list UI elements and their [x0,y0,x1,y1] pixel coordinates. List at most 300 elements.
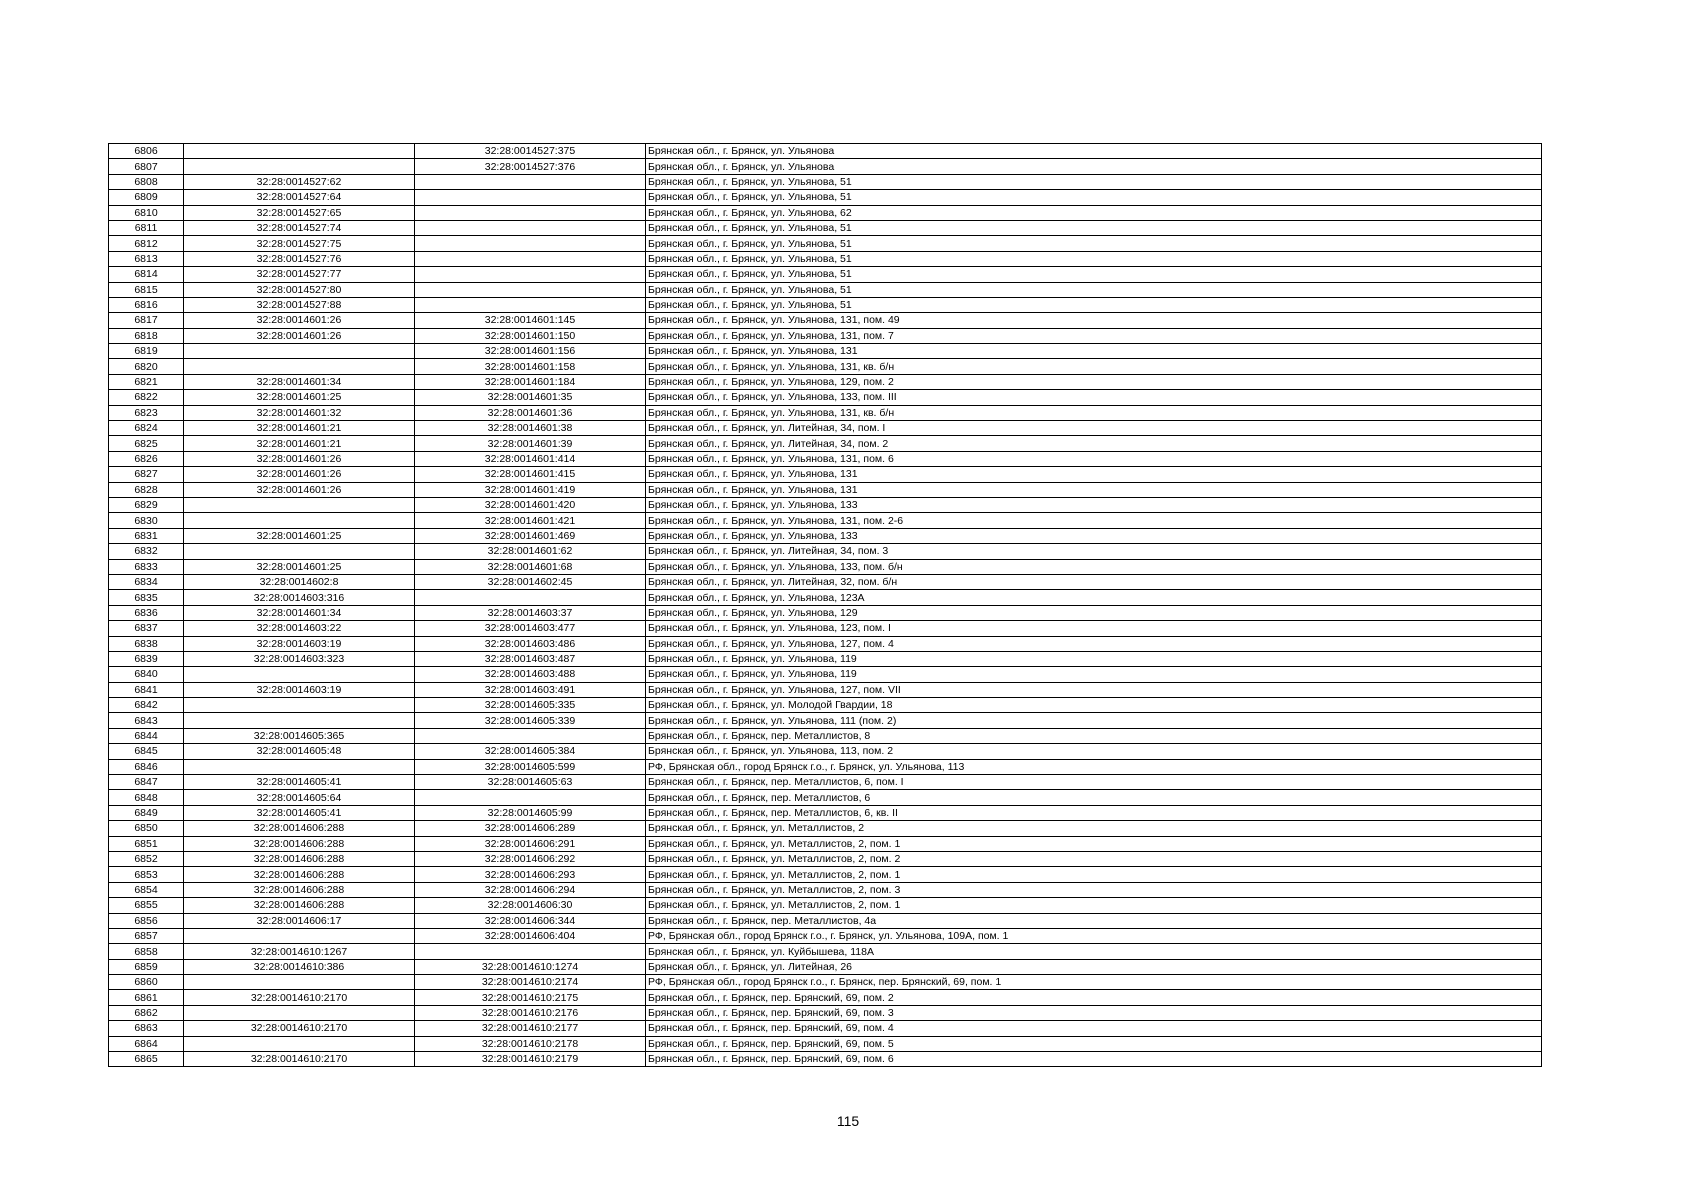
object-cadastral-cell [415,590,646,605]
address-cell: Брянская обл., г. Брянск, ул. Молодой Гвардии, 18 [646,698,1542,713]
land-plot-cadastral-cell: 32:28:0014606:288 [184,851,415,866]
land-plot-cadastral-cell: 32:28:0014605:365 [184,728,415,743]
land-plot-cadastral-cell [184,497,415,512]
address-cell: Брянская обл., г. Брянск, пер. Брянский, 69, пом. 4 [646,1021,1542,1036]
object-cadastral-cell: 32:28:0014601:420 [415,497,646,512]
land-plot-cadastral-cell: 32:28:0014605:48 [184,744,415,759]
land-plot-cadastral-cell [184,1036,415,1051]
address-cell: Брянская обл., г. Брянск, ул. Литейная, 34, пом. 2 [646,436,1542,451]
address-cell: Брянская обл., г. Брянск, ул. Ульянова [646,144,1542,159]
object-cadastral-cell: 32:28:0014601:415 [415,467,646,482]
object-cadastral-cell: 32:28:0014601:156 [415,344,646,359]
address-cell: Брянская обл., г. Брянск, ул. Ульянова, 131, кв. б/н [646,405,1542,420]
object-cadastral-cell: 32:28:0014603:37 [415,605,646,620]
table-row [109,436,1542,451]
address-cell: Брянская обл., г. Брянск, ул. Ульянова, 127, пом. VII [646,682,1542,697]
object-cadastral-cell: 32:28:0014606:294 [415,882,646,897]
row-number-cell: 6826 [109,451,184,466]
land-plot-cadastral-cell: 32:28:0014603:316 [184,590,415,605]
table-row [109,698,1542,713]
object-cadastral-cell [415,297,646,312]
land-plot-cadastral-cell: 32:28:0014606:17 [184,913,415,928]
object-cadastral-cell: 32:28:0014602:45 [415,574,646,589]
address-cell: РФ, Брянская обл., город Брянск г.о., г. Брянск, пер. Брянский, 69, пом. 1 [646,975,1542,990]
table-row [109,144,1542,159]
address-cell: Брянская обл., г. Брянск, пер. Металлистов, 4а [646,913,1542,928]
object-cadastral-cell [415,220,646,235]
land-plot-cadastral-cell: 32:28:0014610:386 [184,959,415,974]
land-plot-cadastral-cell: 32:28:0014527:77 [184,267,415,282]
object-cadastral-cell: 32:28:0014606:30 [415,898,646,913]
object-cadastral-cell: 32:28:0014603:477 [415,621,646,636]
object-cadastral-cell: 32:28:0014601:36 [415,405,646,420]
address-cell: Брянская обл., г. Брянск, ул. Ульянова, 129, пом. 2 [646,374,1542,389]
row-number-cell: 6861 [109,990,184,1005]
table-row [109,421,1542,436]
table-row [109,959,1542,974]
object-cadastral-cell: 32:28:0014610:2175 [415,990,646,1005]
table-row [109,682,1542,697]
row-number-cell: 6865 [109,1052,184,1067]
table-row [109,867,1542,882]
land-plot-cadastral-cell: 32:28:0014601:26 [184,482,415,497]
table-row [109,220,1542,235]
address-cell: Брянская обл., г. Брянск, ул. Литейная, 32, пом. б/н [646,574,1542,589]
table-row [109,805,1542,820]
table-row [109,898,1542,913]
table-row [109,282,1542,297]
row-number-cell: 6828 [109,482,184,497]
land-plot-cadastral-cell [184,928,415,943]
object-cadastral-cell: 32:28:0014601:39 [415,436,646,451]
row-number-cell: 6810 [109,205,184,220]
row-number-cell: 6842 [109,698,184,713]
land-plot-cadastral-cell: 32:28:0014601:26 [184,467,415,482]
object-cadastral-cell: 32:28:0014610:2179 [415,1052,646,1067]
land-plot-cadastral-cell: 32:28:0014603:323 [184,651,415,666]
land-plot-cadastral-cell: 32:28:0014601:34 [184,374,415,389]
row-number-cell: 6817 [109,313,184,328]
object-cadastral-cell [415,790,646,805]
address-cell: Брянская обл., г. Брянск, ул. Ульянова, 51 [646,282,1542,297]
row-number-cell: 6809 [109,190,184,205]
land-plot-cadastral-cell: 32:28:0014601:26 [184,451,415,466]
address-cell: Брянская обл., г. Брянск, пер. Металлистов, 6 [646,790,1542,805]
land-plot-cadastral-cell: 32:28:0014606:288 [184,882,415,897]
land-plot-cadastral-cell: 32:28:0014606:288 [184,821,415,836]
land-plot-cadastral-cell: 32:28:0014527:74 [184,220,415,235]
object-cadastral-cell [415,251,646,266]
table-row [109,267,1542,282]
table-row [109,405,1542,420]
object-cadastral-cell: 32:28:0014610:2176 [415,1005,646,1020]
object-cadastral-cell: 32:28:0014606:344 [415,913,646,928]
row-number-cell: 6812 [109,236,184,251]
land-plot-cadastral-cell: 32:28:0014601:32 [184,405,415,420]
land-plot-cadastral-cell: 32:28:0014605:64 [184,790,415,805]
land-plot-cadastral-cell: 32:28:0014610:2170 [184,1052,415,1067]
table-row [109,944,1542,959]
address-cell: Брянская обл., г. Брянск, пер. Металлистов, 6, кв. II [646,805,1542,820]
land-plot-cadastral-cell: 32:28:0014603:22 [184,621,415,636]
land-plot-cadastral-cell: 32:28:0014527:75 [184,236,415,251]
row-number-cell: 6851 [109,836,184,851]
address-cell: РФ, Брянская обл., город Брянск г.о., г. Брянск, ул. Ульянова, 113 [646,759,1542,774]
table-row [109,605,1542,620]
object-cadastral-cell [415,944,646,959]
row-number-cell: 6840 [109,667,184,682]
land-plot-cadastral-cell: 32:28:0014601:26 [184,328,415,343]
table-row [109,559,1542,574]
row-number-cell: 6819 [109,344,184,359]
address-cell: Брянская обл., г. Брянск, ул. Литейная, 26 [646,959,1542,974]
row-number-cell: 6835 [109,590,184,605]
object-cadastral-cell: 32:28:0014601:184 [415,374,646,389]
object-cadastral-cell [415,267,646,282]
row-number-cell: 6860 [109,975,184,990]
object-cadastral-cell: 32:28:0014605:99 [415,805,646,820]
address-cell: Брянская обл., г. Брянск, ул. Металлистов, 2 [646,821,1542,836]
object-cadastral-cell: 32:28:0014601:419 [415,482,646,497]
object-cadastral-cell: 32:28:0014601:35 [415,390,646,405]
address-cell: Брянская обл., г. Брянск, пер. Металлистов, 8 [646,728,1542,743]
address-cell: Брянская обл., г. Брянск, ул. Ульянова, 119 [646,667,1542,682]
address-cell: Брянская обл., г. Брянск, ул. Ульянова, 131, пом. 49 [646,313,1542,328]
object-cadastral-cell [415,236,646,251]
object-cadastral-cell: 32:28:0014601:38 [415,421,646,436]
table-row [109,651,1542,666]
row-number-cell: 6818 [109,328,184,343]
object-cadastral-cell: 32:28:0014601:469 [415,528,646,543]
row-number-cell: 6834 [109,574,184,589]
table-row [109,513,1542,528]
land-plot-cadastral-cell: 32:28:0014602:8 [184,574,415,589]
row-number-cell: 6820 [109,359,184,374]
object-cadastral-cell: 32:28:0014603:488 [415,667,646,682]
land-plot-cadastral-cell: 32:28:0014601:25 [184,528,415,543]
table-row [109,297,1542,312]
address-cell: Брянская обл., г. Брянск, ул. Ульянова, 51 [646,220,1542,235]
object-cadastral-cell: 32:28:0014605:335 [415,698,646,713]
land-plot-cadastral-cell: 32:28:0014527:64 [184,190,415,205]
address-cell: Брянская обл., г. Брянск, пер. Металлистов, 6, пом. I [646,775,1542,790]
row-number-cell: 6829 [109,497,184,512]
table-row [109,451,1542,466]
table-row [109,1036,1542,1051]
object-cadastral-cell: 32:28:0014610:1274 [415,959,646,974]
address-cell: Брянская обл., г. Брянск, ул. Литейная, 34, пом. 3 [646,544,1542,559]
table-row [109,836,1542,851]
row-number-cell: 6807 [109,159,184,174]
land-plot-cadastral-cell [184,159,415,174]
table-row [109,544,1542,559]
registry-table [108,143,1542,1067]
row-number-cell: 6857 [109,928,184,943]
row-number-cell: 6833 [109,559,184,574]
object-cadastral-cell: 32:28:0014610:2177 [415,1021,646,1036]
land-plot-cadastral-cell: 32:28:0014527:80 [184,282,415,297]
address-cell: Брянская обл., г. Брянск, ул. Ульянова, 62 [646,205,1542,220]
table-row [109,528,1542,543]
table-row [109,374,1542,389]
address-cell: Брянская обл., г. Брянск, ул. Ульянова, 119 [646,651,1542,666]
land-plot-cadastral-cell: 32:28:0014606:288 [184,867,415,882]
object-cadastral-cell: 32:28:0014606:292 [415,851,646,866]
address-cell: Брянская обл., г. Брянск, ул. Ульянова, 51 [646,297,1542,312]
address-cell: Брянская обл., г. Брянск, ул. Ульянова, 131 [646,467,1542,482]
address-cell: Брянская обл., г. Брянск, ул. Ульянова, 131, пом. 7 [646,328,1542,343]
address-cell: Брянская обл., г. Брянск, ул. Ульянова, 131, кв. б/н [646,359,1542,374]
address-cell: Брянская обл., г. Брянск, ул. Ульянова, 127, пом. 4 [646,636,1542,651]
address-cell: Брянская обл., г. Брянск, ул. Ульянова, 133, пом. б/н [646,559,1542,574]
address-cell: Брянская обл., г. Брянск, ул. Металлистов, 2, пом. 1 [646,867,1542,882]
row-number-cell: 6843 [109,713,184,728]
row-number-cell: 6862 [109,1005,184,1020]
address-cell: Брянская обл., г. Брянск, ул. Куйбышева, 118А [646,944,1542,959]
row-number-cell: 6848 [109,790,184,805]
land-plot-cadastral-cell: 32:28:0014527:76 [184,251,415,266]
land-plot-cadastral-cell: 32:28:0014603:19 [184,636,415,651]
land-plot-cadastral-cell: 32:28:0014601:34 [184,605,415,620]
table-row [109,313,1542,328]
row-number-cell: 6849 [109,805,184,820]
address-cell: Брянская обл., г. Брянск, пер. Брянский, 69, пом. 5 [646,1036,1542,1051]
row-number-cell: 6832 [109,544,184,559]
row-number-cell: 6824 [109,421,184,436]
table-row [109,205,1542,220]
object-cadastral-cell: 32:28:0014603:491 [415,682,646,697]
row-number-cell: 6806 [109,144,184,159]
address-cell: Брянская обл., г. Брянск, ул. Ульянова, 51 [646,190,1542,205]
table-row [109,744,1542,759]
address-cell: Брянская обл., г. Брянск, пер. Брянский, 69, пом. 2 [646,990,1542,1005]
object-cadastral-cell: 32:28:0014601:145 [415,313,646,328]
land-plot-cadastral-cell [184,544,415,559]
row-number-cell: 6816 [109,297,184,312]
object-cadastral-cell: 32:28:0014601:68 [415,559,646,574]
table-row [109,574,1542,589]
land-plot-cadastral-cell [184,759,415,774]
land-plot-cadastral-cell: 32:28:0014606:288 [184,898,415,913]
row-number-cell: 6864 [109,1036,184,1051]
land-plot-cadastral-cell [184,359,415,374]
row-number-cell: 6822 [109,390,184,405]
object-cadastral-cell: 32:28:0014527:375 [415,144,646,159]
land-plot-cadastral-cell: 32:28:0014610:2170 [184,1021,415,1036]
row-number-cell: 6821 [109,374,184,389]
table-row [109,928,1542,943]
table-row [109,497,1542,512]
land-plot-cadastral-cell: 32:28:0014610:2170 [184,990,415,1005]
land-plot-cadastral-cell [184,513,415,528]
table-row [109,790,1542,805]
object-cadastral-cell: 32:28:0014610:2174 [415,975,646,990]
address-cell: Брянская обл., г. Брянск, ул. Металлистов, 2, пом. 2 [646,851,1542,866]
table-row [109,851,1542,866]
object-cadastral-cell: 32:28:0014606:404 [415,928,646,943]
row-number-cell: 6854 [109,882,184,897]
row-number-cell: 6808 [109,174,184,189]
row-number-cell: 6813 [109,251,184,266]
row-number-cell: 6846 [109,759,184,774]
row-number-cell: 6845 [109,744,184,759]
object-cadastral-cell: 32:28:0014601:158 [415,359,646,374]
land-plot-cadastral-cell [184,344,415,359]
address-cell: Брянская обл., г. Брянск, ул. Ульянова, 123, пом. I [646,621,1542,636]
table-row [109,713,1542,728]
table-row [109,190,1542,205]
table-row [109,975,1542,990]
address-cell: Брянская обл., г. Брянск, ул. Ульянова, 51 [646,174,1542,189]
object-cadastral-cell: 32:28:0014601:414 [415,451,646,466]
object-cadastral-cell: 32:28:0014610:2178 [415,1036,646,1051]
table-row [109,590,1542,605]
object-cadastral-cell [415,205,646,220]
object-cadastral-cell: 32:28:0014601:62 [415,544,646,559]
row-number-cell: 6852 [109,851,184,866]
table-row [109,913,1542,928]
table-row [109,728,1542,743]
object-cadastral-cell: 32:28:0014603:487 [415,651,646,666]
row-number-cell: 6836 [109,605,184,620]
row-number-cell: 6825 [109,436,184,451]
land-plot-cadastral-cell: 32:28:0014601:26 [184,313,415,328]
table-row [109,821,1542,836]
object-cadastral-cell: 32:28:0014601:150 [415,328,646,343]
row-number-cell: 6830 [109,513,184,528]
table-row [109,174,1542,189]
object-cadastral-cell: 32:28:0014606:291 [415,836,646,851]
row-number-cell: 6839 [109,651,184,666]
row-number-cell: 6815 [109,282,184,297]
row-number-cell: 6853 [109,867,184,882]
table-row [109,759,1542,774]
address-cell: Брянская обл., г. Брянск, ул. Ульянова, 51 [646,251,1542,266]
address-cell: Брянская обл., г. Брянск, ул. Ульянова, 131, пом. 2-6 [646,513,1542,528]
row-number-cell: 6858 [109,944,184,959]
object-cadastral-cell: 32:28:0014606:293 [415,867,646,882]
object-cadastral-cell [415,728,646,743]
address-cell: Брянская обл., г. Брянск, пер. Брянский, 69, пом. 3 [646,1005,1542,1020]
land-plot-cadastral-cell: 32:28:0014527:65 [184,205,415,220]
table-row [109,467,1542,482]
table-row [109,328,1542,343]
table-row [109,482,1542,497]
table-row [109,621,1542,636]
object-cadastral-cell [415,190,646,205]
object-cadastral-cell: 32:28:0014605:339 [415,713,646,728]
address-cell: Брянская обл., г. Брянск, пер. Брянский, 69, пом. 6 [646,1052,1542,1067]
object-cadastral-cell [415,174,646,189]
table-row [109,159,1542,174]
table-row [109,882,1542,897]
land-plot-cadastral-cell [184,1005,415,1020]
row-number-cell: 6837 [109,621,184,636]
land-plot-cadastral-cell [184,667,415,682]
table-row [109,1052,1542,1067]
address-cell: Брянская обл., г. Брянск, ул. Литейная, 34, пом. I [646,421,1542,436]
address-cell: Брянская обл., г. Брянск, ул. Ульянова, 123А [646,590,1542,605]
table-row [109,636,1542,651]
address-cell: Брянская обл., г. Брянск, ул. Ульянова, 111 (пом. 2) [646,713,1542,728]
row-number-cell: 6831 [109,528,184,543]
address-cell: Брянская обл., г. Брянск, ул. Ульянова, 133 [646,497,1542,512]
land-plot-cadastral-cell: 32:28:0014601:25 [184,390,415,405]
address-cell: Брянская обл., г. Брянск, ул. Ульянова, 131 [646,482,1542,497]
row-number-cell: 6844 [109,728,184,743]
page-number: 115 [836,1113,860,1129]
object-cadastral-cell: 32:28:0014605:63 [415,775,646,790]
object-cadastral-cell: 32:28:0014601:421 [415,513,646,528]
object-cadastral-cell: 32:28:0014527:376 [415,159,646,174]
address-cell: Брянская обл., г. Брянск, ул. Металлистов, 2, пом. 1 [646,836,1542,851]
address-cell: Брянская обл., г. Брянск, ул. Ульянова, 133, пом. III [646,390,1542,405]
row-number-cell: 6827 [109,467,184,482]
row-number-cell: 6823 [109,405,184,420]
address-cell: Брянская обл., г. Брянск, ул. Ульянова, 51 [646,236,1542,251]
row-number-cell: 6859 [109,959,184,974]
address-cell: Брянская обл., г. Брянск, ул. Ульянова [646,159,1542,174]
row-number-cell: 6841 [109,682,184,697]
row-number-cell: 6838 [109,636,184,651]
address-cell: Брянская обл., г. Брянск, ул. Ульянова, 51 [646,267,1542,282]
land-plot-cadastral-cell: 32:28:0014605:41 [184,805,415,820]
table-row [109,775,1542,790]
table-row [109,667,1542,682]
object-cadastral-cell [415,282,646,297]
table-row [109,1021,1542,1036]
land-plot-cadastral-cell [184,144,415,159]
table-row [109,251,1542,266]
table-row [109,236,1542,251]
address-cell: Брянская обл., г. Брянск, ул. Ульянова, 129 [646,605,1542,620]
row-number-cell: 6850 [109,821,184,836]
table-row [109,1005,1542,1020]
address-cell: Брянская обл., г. Брянск, ул. Металлистов, 2, пом. 1 [646,898,1542,913]
table-row [109,359,1542,374]
land-plot-cadastral-cell: 32:28:0014527:62 [184,174,415,189]
land-plot-cadastral-cell: 32:28:0014601:21 [184,436,415,451]
land-plot-cadastral-cell: 32:28:0014610:1267 [184,944,415,959]
object-cadastral-cell: 32:28:0014606:289 [415,821,646,836]
address-cell: Брянская обл., г. Брянск, ул. Ульянова, 133 [646,528,1542,543]
row-number-cell: 6847 [109,775,184,790]
address-cell: Брянская обл., г. Брянск, ул. Ульянова, 131 [646,344,1542,359]
address-cell: РФ, Брянская обл., город Брянск г.о., г. Брянск, ул. Ульянова, 109А, пом. 1 [646,928,1542,943]
land-plot-cadastral-cell [184,975,415,990]
row-number-cell: 6863 [109,1021,184,1036]
address-cell: Брянская обл., г. Брянск, ул. Ульянова, 131, пом. 6 [646,451,1542,466]
table-row [109,344,1542,359]
land-plot-cadastral-cell: 32:28:0014601:21 [184,421,415,436]
land-plot-cadastral-cell: 32:28:0014527:88 [184,297,415,312]
table-row [109,390,1542,405]
registry-table-body [109,144,1542,1067]
address-cell: Брянская обл., г. Брянск, ул. Металлистов, 2, пом. 3 [646,882,1542,897]
address-cell: Брянская обл., г. Брянск, ул. Ульянова, 113, пом. 2 [646,744,1542,759]
row-number-cell: 6856 [109,913,184,928]
row-number-cell: 6811 [109,220,184,235]
land-plot-cadastral-cell: 32:28:0014606:288 [184,836,415,851]
land-plot-cadastral-cell [184,713,415,728]
land-plot-cadastral-cell [184,698,415,713]
land-plot-cadastral-cell: 32:28:0014605:41 [184,775,415,790]
land-plot-cadastral-cell: 32:28:0014603:19 [184,682,415,697]
object-cadastral-cell: 32:28:0014605:384 [415,744,646,759]
land-plot-cadastral-cell: 32:28:0014601:25 [184,559,415,574]
object-cadastral-cell: 32:28:0014603:486 [415,636,646,651]
row-number-cell: 6855 [109,898,184,913]
